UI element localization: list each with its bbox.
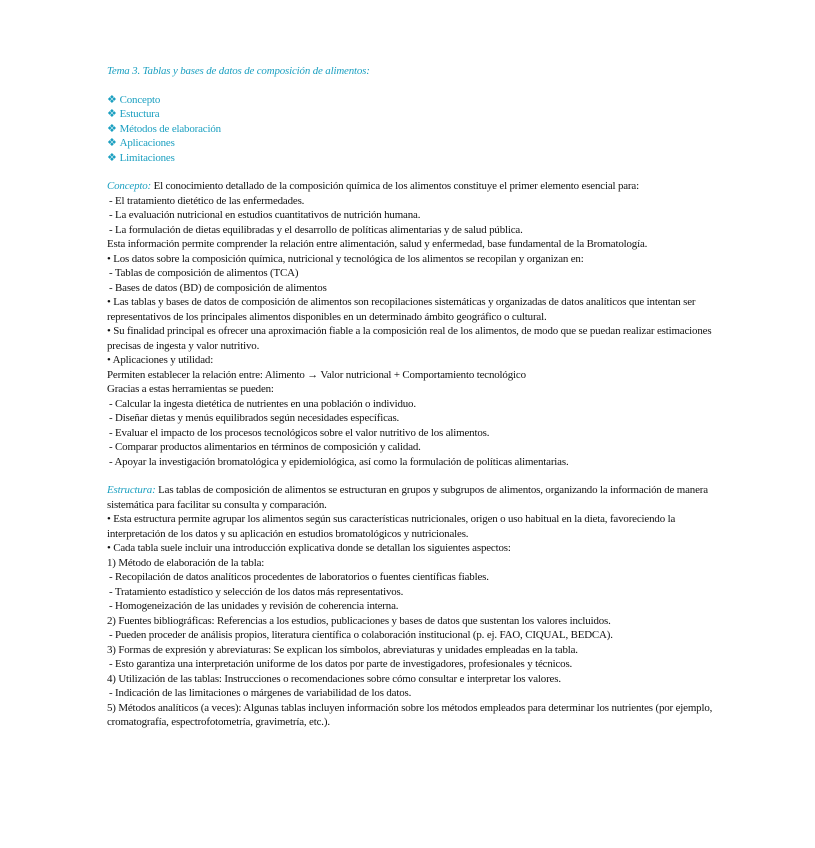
text-line: Permiten establecer la relación entre: Alimento → Valor nutricional + Comportamiento tecnológico: [107, 368, 526, 381]
text-line: • Aplicaciones y utilidad:: [107, 354, 214, 366]
text-line: Gracias a estas herramientas se pueden:: [107, 383, 274, 395]
section-intro-text: El conocimiento detallado de la composición química de los alimentos constituye el primer elemento esencial para:: [153, 180, 639, 192]
document-page: [107, 64, 717, 744]
topic-list: [107, 93, 717, 166]
topic-item: [107, 107, 717, 122]
diamond-bullet-icon: ❖: [107, 93, 117, 106]
section-label: Estructura:: [107, 484, 156, 496]
text-line: • Las tablas y bases de datos de composición de alimentos son recopilaciones sistemáticas y organizadas de datos analíticos que intentan ser representativos de los principales alimentos disponibles en un determinado ámbito geográfico o cultural.: [107, 296, 696, 323]
section-intro: [107, 483, 717, 512]
text-line: - La formulación de dietas equilibradas y el desarrollo de políticas alimentarias y de salud pública.: [109, 223, 523, 236]
section-estructura: [107, 483, 717, 730]
topic-item: [107, 93, 717, 108]
text-line: - Tablas de composición de alimentos (TCA): [109, 267, 299, 279]
text-line: - Calcular la ingesta dietética de nutrientes en una población o individuo.: [109, 397, 416, 410]
text-line: 5) Métodos analíticos (a veces): Algunas tablas incluyen información sobre los métodos empleados para determinar los nutrientes (por ejemplo, cromatografía, espectrofotometría, gravimetría, etc.).: [107, 701, 713, 728]
topic-label: Limitaciones: [119, 151, 175, 164]
text-line: - La evaluación nutricional en estudios cuantitativos de nutrición humana.: [109, 209, 421, 221]
topic-label: Concepto: [119, 93, 161, 106]
text-line: • Los datos sobre la composición química, nutricional y tecnológica de los alimentos se recopilan y organizan en:: [107, 252, 584, 265]
section-concepto: [107, 179, 717, 469]
text-line: 1) Método de elaboración de la tabla:: [107, 556, 265, 569]
text-line: - Diseñar dietas y menús equilibrados según necesidades específicas.: [109, 412, 400, 424]
diamond-bullet-icon: ❖: [107, 151, 117, 164]
text-line: - Evaluar el impacto de los procesos tecnológicos sobre el valor nutritivo de los alimentos.: [109, 426, 490, 439]
diamond-bullet-icon: ❖: [107, 108, 117, 120]
text-line: - Tratamiento estadístico y selección de los datos más representativos.: [109, 585, 404, 598]
section-intro: [107, 179, 717, 194]
text-line: • Su finalidad principal es ofrecer una aproximación fiable a la composición real de los alimentos, de modo que se puedan realizar estimaciones precisas de ingesta y valor nutritivo.: [107, 325, 712, 352]
text-line: - Pueden proceder de análisis propios, literatura científica o colaboración institucional (p. ej. FAO, CIQUAL, BEDCA).: [109, 629, 613, 641]
text-line: - Esto garantiza una interpretación uniforme de los datos por parte de investigadores, profesionales y técnicos.: [109, 658, 573, 670]
topic-label: Métodos de elaboración: [119, 122, 221, 135]
text-line: - Recopilación de datos analíticos procedentes de laboratorios o fuentes científicas fiables.: [109, 571, 489, 583]
text-line: • Esta estructura permite agrupar los alimentos según sus características nutricionales, origen o uso habitual en la dieta, favoreciendo la interpretación de los datos y su aplicación en estudios bromatológicos y nutricionales.: [107, 513, 676, 540]
text-line: - Bases de datos (BD) de composición de alimentos: [109, 281, 327, 294]
topic-item: [107, 151, 717, 166]
topic-item: [107, 122, 717, 137]
diamond-bullet-icon: ❖: [107, 122, 117, 135]
section-label: Concepto:: [107, 180, 152, 192]
text-line: Esta información permite comprender la relación entre alimentación, salud y enfermedad, base fundamental de la Bromatología.: [107, 238, 648, 250]
page-title: Tema 3. Tablas y bases de datos de composición de alimentos:: [107, 65, 370, 77]
text-line: 4) Utilización de las tablas: Instrucciones o recomendaciones sobre cómo consultar e interpretar los valores.: [107, 672, 561, 685]
topic-label: Estuctura: [119, 108, 160, 120]
text-line: - El tratamiento dietético de las enfermedades.: [109, 194, 305, 207]
topic-label: Aplicaciones: [119, 137, 175, 149]
text-line: • Cada tabla suele incluir una introducción explicativa donde se detallan los siguientes aspectos:: [107, 542, 511, 554]
text-line: - Comparar productos alimentarios en términos de composición y calidad.: [109, 441, 421, 453]
diamond-bullet-icon: ❖: [107, 137, 117, 149]
text-line: - Homogeneización de las unidades y revisión de coherencia interna.: [109, 600, 399, 612]
section-intro-text: Las tablas de composición de alimentos se estructuran en grupos y subgrupos de alimentos, organizando la información de manera sistemática para facilitar su consulta y comparación.: [107, 484, 708, 511]
text-line: - Apoyar la investigación bromatológica y epidemiológica, así como la formulación de políticas alimentarias.: [109, 455, 569, 468]
text-line: - Indicación de las limitaciones o márgenes de variabilidad de los datos.: [109, 687, 412, 699]
text-line: 2) Fuentes bibliográficas: Referencias a los estudios, publicaciones y bases de datos que sustentan los valores incluidos.: [107, 614, 611, 627]
text-line: 3) Formas de expresión y abreviaturas: Se explican los símbolos, abreviaturas y unidades empleadas en la tabla.: [107, 643, 578, 656]
topic-item: [107, 136, 717, 151]
